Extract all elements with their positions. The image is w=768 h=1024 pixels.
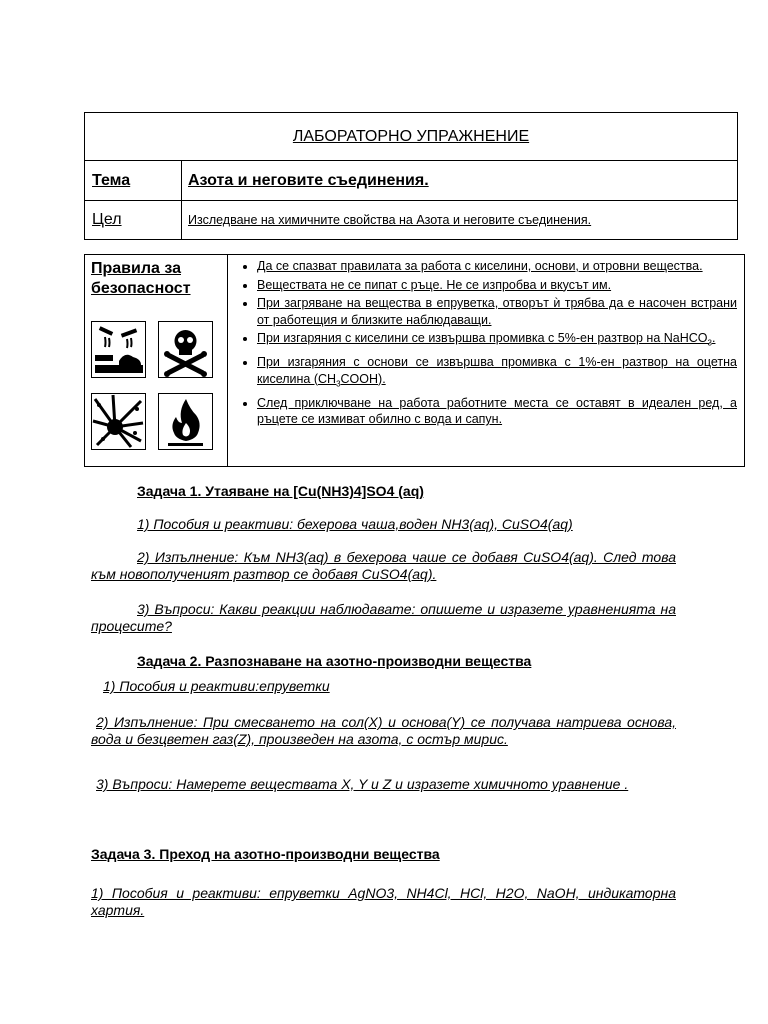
task1-title: Задача 1. Утаяване на [Cu(NH3)4]SO4 (aq): [137, 483, 424, 499]
task3-materials: 1) Пособия и реактиви: епруветки AgNO3, NH4Cl, HCl, H2O, NaOH, индикаторна хартия.: [91, 885, 676, 918]
header-table: [84, 112, 738, 240]
list-item: • При загряване на вещества в епруветка, отворът ѝ трябва да е насочен встрани от работещия и близките наблюдаващи.: [257, 295, 737, 328]
safety-table: [84, 254, 745, 467]
task2-procedure: 2) Изпълнение: При смесването на сол(X) и основа(Y) се получава натриева основа, вода и безцветен газ(Z), произведен на азота, с остър мирис.: [91, 714, 676, 747]
corrosive-icon: [91, 321, 146, 378]
goal-label: Цел: [85, 201, 182, 240]
task1-questions: 3) Въпроси: Какви реакции наблюдавате: опишете и изразете уравненията на процесите?: [91, 601, 676, 634]
task1-materials: 1) Пособия и реактиви: бехерова чаша,воден NH3(aq), CuSO4(aq): [137, 516, 573, 532]
explosive-icon: [91, 393, 146, 450]
safety-rules-cell: [228, 255, 745, 467]
task2-questions: 3) Въпроси: Намерете веществата X, Y и Z и изразете химичното уравнение .: [96, 776, 629, 792]
task2-title: Задача 2. Разпознаване на азотно-производни вещества: [137, 653, 532, 669]
list-item: • Веществата не се пипат с ръце. Не се изпробва и вкусът им.: [257, 277, 737, 294]
safety-heading-cell: [85, 255, 228, 467]
toxic-skull-icon: [158, 321, 213, 378]
topic-label: Тема: [85, 161, 182, 201]
list-item: • Да се спазват правилата за работа с киселини, основи, и отровни вещества.: [257, 258, 737, 275]
goal-value: Изследване на химичните свойства на Азота и неговите съединения.: [182, 201, 738, 240]
safety-title: Правила за безопасност: [91, 260, 191, 297]
task2-materials: 1) Пособия и реактиви:епруветки: [103, 678, 330, 694]
safety-rules-list: [229, 258, 737, 428]
task1-procedure: 2) Изпълнение: Към NH3(aq) в бехерова чаше се добавя CuSO4(aq). След това към новополученият разтвор се добавя CuSO4(aq).: [91, 549, 676, 582]
list-item: • При изгаряния с основи се извършва промивка с 1%-ен разтвор на оцетна киселина $(CH_3COOH)$.: [257, 354, 737, 393]
task3-title: Задача 3. Преход на азотно-производни вещества: [91, 846, 440, 862]
list-item: • При изгаряния с киселини се извършва промивка с 5%-ен разтвор на NaHCO$_3$.: [257, 330, 737, 352]
exercise-title: ЛАБОРАТОРНО УПРАЖНЕНИЕ: [85, 113, 738, 161]
flammable-icon: [158, 393, 213, 450]
topic-value: Азота и неговите съединения.: [182, 161, 738, 201]
list-item: • След приключване на работа работните места се оставят в идеален ред, а ръцете се измиват обилно с вода и сапун.: [257, 395, 737, 428]
